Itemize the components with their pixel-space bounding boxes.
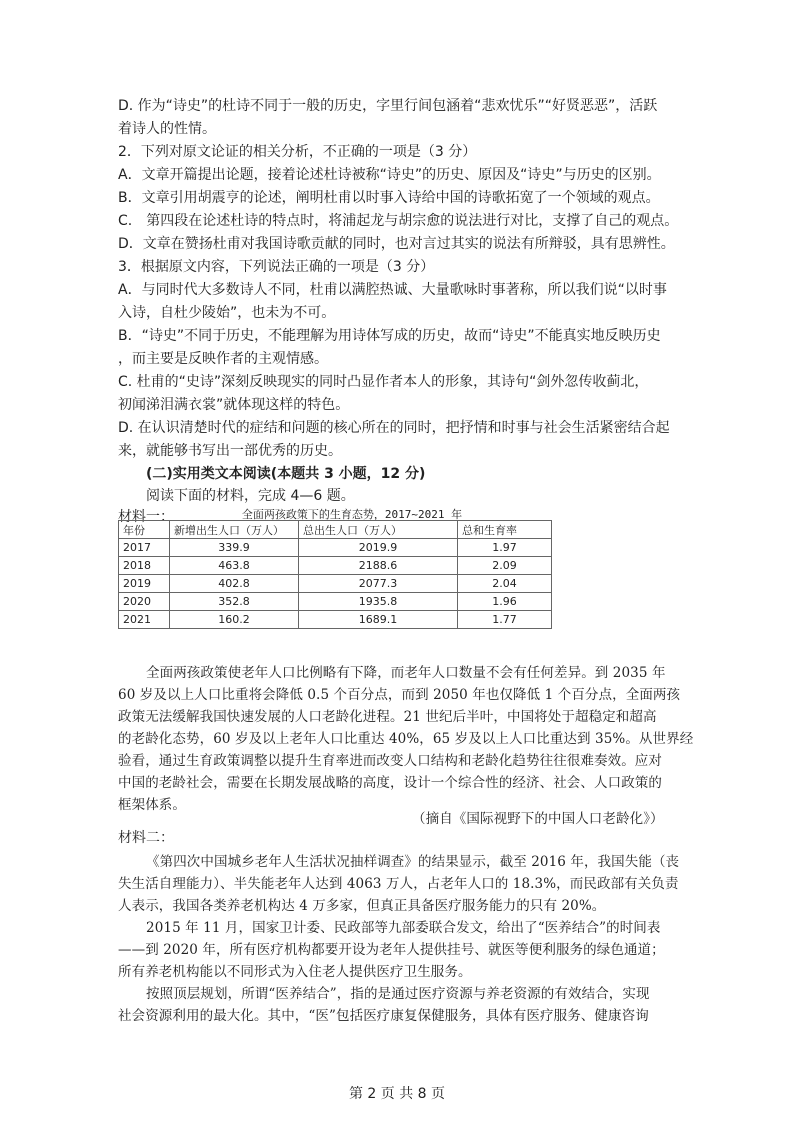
paragraph-line: ——到 2020 年，所有医疗机构都要开设为老年人提供挂号、就医等便利服务的绿色通道； bbox=[118, 942, 665, 958]
table-cell: 2018 bbox=[119, 557, 170, 575]
column-header: 总出生人口（万人） bbox=[299, 521, 458, 539]
section-heading: (二)实用类文本阅读(本题共 3 小题，12 分) bbox=[146, 466, 426, 482]
question-3: 3．根据原文内容，下列说法正确的一项是（3 分） bbox=[118, 259, 435, 275]
instruction: 阅读下面的材料，完成 4—6 题。 bbox=[146, 488, 355, 504]
table-row bbox=[119, 593, 552, 611]
text-line: D. 作为“诗史”的杜诗不同于一般的历史，字里行间包涵着“悲欢忧乐”“好贤恶恶”，活跃 bbox=[118, 98, 658, 114]
table-cell: 463.8 bbox=[170, 557, 299, 575]
table-cell: 339.9 bbox=[170, 539, 299, 557]
option-c: C. 第四段在论述杜诗的特点时，将浦起龙与胡宗愈的说法进行对比，支撑了自己的观点。 bbox=[118, 213, 679, 229]
paragraph-line: 全面两孩政策使老年人口比例略有下降，而老年人口数量不会有任何差异。到 2035 年 bbox=[146, 665, 666, 681]
page-number: 第 2 页 共 8 页 bbox=[348, 1086, 446, 1102]
option-b: B．文章引用胡震亨的论述，阐明杜甫以时事入诗给中国的诗歌拓宽了一个领域的观点。 bbox=[118, 190, 660, 206]
option-d: D．文章在赞扬杜甫对我国诗歌贡献的同时，也对言过其实的说法有所辩驳，具有思辨性。 bbox=[118, 236, 675, 252]
paragraph-line: 按照顶层规划，所谓“医养结合”，指的是通过医疗资源与养老资源的有效结合，实现 bbox=[146, 986, 650, 1002]
paragraph-line: 《第四次中国城乡老年人生活状况抽样调查》的结果显示，截至 2016 年，我国失能（丧 bbox=[146, 854, 680, 870]
table-row bbox=[119, 575, 552, 593]
column-header: 新增出生人口（万人） bbox=[170, 521, 299, 539]
text-line: 来，就能够书写出一部优秀的历史。 bbox=[118, 443, 342, 459]
text-line: 入诗，自杜少陵始”，也未为不可。 bbox=[118, 305, 336, 321]
text-line: ，而主要是反映作者的主观情感。 bbox=[118, 351, 328, 367]
table-cell: 2077.3 bbox=[299, 575, 458, 593]
material-2-label: 材料二： bbox=[118, 830, 174, 846]
table-row bbox=[119, 539, 552, 557]
option-a: A．文章开篇提出论题，接着论述杜诗被称“诗史”的历史、原因及“诗史”与历史的区别。 bbox=[118, 167, 661, 183]
source-citation: （摘自《国际视野下的中国人口老龄化》） bbox=[412, 811, 664, 827]
option-c: C. 杜甫的“史诗”深刻反映现实的同时凸显作者本人的形象，其诗句“剑外忽传收蓟北， bbox=[118, 374, 649, 390]
table-cell: 352.8 bbox=[170, 593, 299, 611]
option-b: B．“诗史”不同于历史，不能理解为用诗体写成的历史，故而“诗史”不能真实地反映历史 bbox=[118, 328, 661, 344]
table-row bbox=[119, 557, 552, 575]
column-header: 年份 bbox=[119, 521, 170, 539]
table-header-row bbox=[119, 521, 552, 539]
table-cell: 1.96 bbox=[458, 593, 552, 611]
text-line: 初闻涕泪满衣裳”就体现这样的特色。 bbox=[118, 397, 350, 413]
material-1-label: 材料一： bbox=[118, 509, 174, 525]
birth-data-table bbox=[118, 520, 552, 629]
table-row bbox=[119, 611, 552, 629]
table-cell: 2019 bbox=[119, 575, 170, 593]
paragraph-line: 社会资源利用的最大化。其中，“医”包括医疗康复保健服务，具体有医疗服务、健康咨询 bbox=[118, 1008, 649, 1024]
table-cell: 1689.1 bbox=[299, 611, 458, 629]
table-cell: 2188.6 bbox=[299, 557, 458, 575]
table-cell: 2.04 bbox=[458, 575, 552, 593]
table-cell: 1.97 bbox=[458, 539, 552, 557]
paragraph-line: 的老龄化态势，60 岁及以上老年人口比重达 40%，65 岁及以上人口比重达到 35%。从世界经 bbox=[118, 731, 694, 747]
option-d: D. 在认识清楚时代的症结和问题的核心所在的同时，把抒情和时事与社会生活紧密结合起 bbox=[118, 420, 670, 436]
paragraph-line: 人表示，我国各类养老机构达 4 万多家，但真正具备医疗服务能力的只有 20%。 bbox=[118, 898, 606, 914]
table-cell: 1935.8 bbox=[299, 593, 458, 611]
paragraph-line: 政策无法缓解我国快速发展的人口老龄化进程。21 世纪后半叶，中国将处于超稳定和超高 bbox=[118, 709, 657, 725]
table-cell: 2021 bbox=[119, 611, 170, 629]
table-cell: 2017 bbox=[119, 539, 170, 557]
paragraph-line: 所有养老机构能以不同形式为入住老人提供医疗卫生服务。 bbox=[118, 964, 472, 980]
table-caption: 全面两孩政策下的生育态势，2017~2021 年 bbox=[241, 508, 463, 521]
paragraph-line: 框架体系。 bbox=[118, 797, 186, 813]
paragraph-line: 中国的老龄社会，需要在长期发展战略的高度，设计一个综合性的经济、社会、人口政策的 bbox=[118, 775, 662, 791]
table-cell: 1.77 bbox=[458, 611, 552, 629]
text-line: 着诗人的性情。 bbox=[118, 121, 216, 137]
paragraph-line: 60 岁及以上人口比重将会降低 0.5 个百分点，而到 2050 年也仅降低 1 个百分点，全面两孩 bbox=[118, 687, 681, 703]
table-cell: 2019.9 bbox=[299, 539, 458, 557]
table-cell: 160.2 bbox=[170, 611, 299, 629]
paragraph-line: 2015 年 11 月，国家卫计委、民政部等九部委联合发文，给出了“医养结合”的时间表 bbox=[146, 920, 661, 936]
paragraph-line: 失生活自理能力）、半失能老年人达到 4063 万人，占老年人口的 18.3%，而民政部有关负责 bbox=[118, 876, 679, 892]
table-cell: 402.8 bbox=[170, 575, 299, 593]
question-2: 2．下列对原文论证的相关分析，不正确的一项是（3 分） bbox=[118, 144, 477, 160]
paragraph-line: 验看，通过生育政策调整以提升生育率进而改变人口结构和老龄化趋势往往很难奏效。应对 bbox=[118, 753, 662, 769]
option-a: A．与同时代大多数诗人不同，杜甫以满腔热诚、大量歌咏时事著称，所以我们说“以时事 bbox=[118, 282, 667, 298]
table-cell: 2020 bbox=[119, 593, 170, 611]
column-header: 总和生育率 bbox=[458, 521, 552, 539]
table-cell: 2.09 bbox=[458, 557, 552, 575]
